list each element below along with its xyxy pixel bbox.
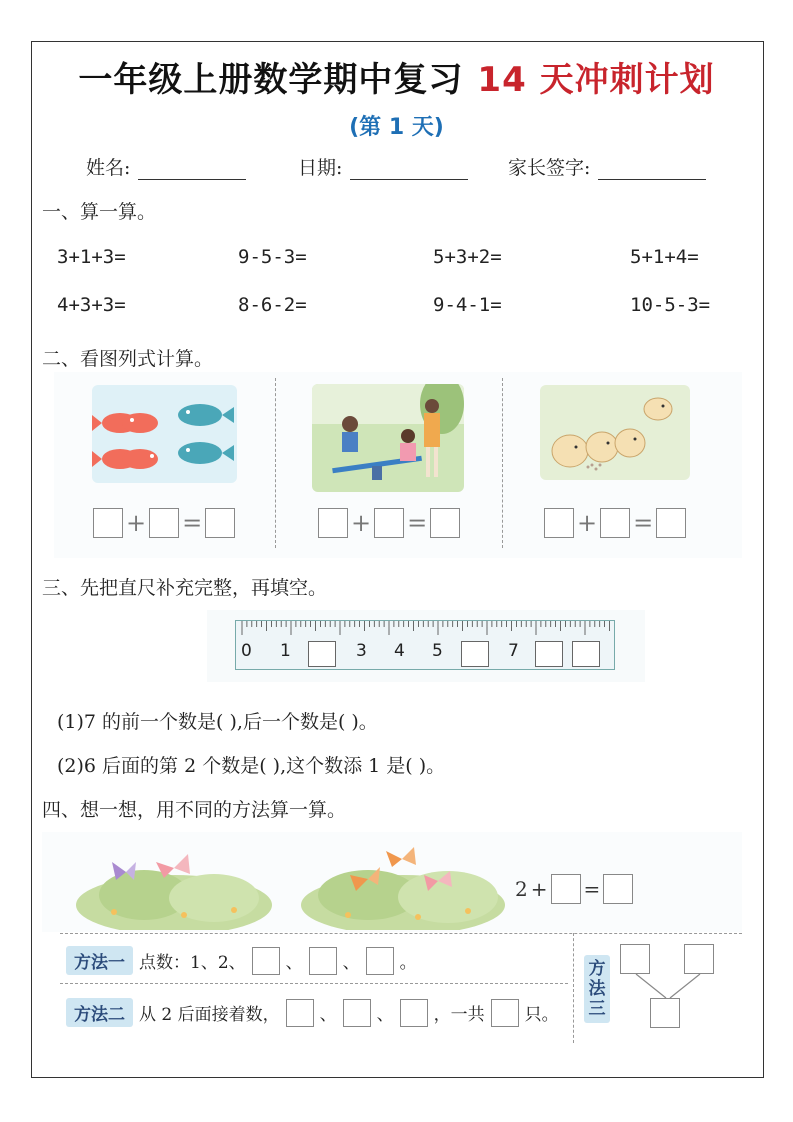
- split-box-total[interactable]: [650, 998, 680, 1028]
- ruler-ticks: [236, 621, 614, 639]
- answer-box[interactable]: [149, 508, 179, 538]
- parent-sign-label: 家长签字:: [508, 157, 591, 179]
- answer-box[interactable]: [656, 508, 686, 538]
- answer-box[interactable]: [286, 999, 314, 1027]
- ruler-label: 4: [394, 641, 405, 661]
- day-subtitle: (第 1 天): [349, 115, 444, 140]
- parent-sign-blank[interactable]: [598, 157, 706, 180]
- answer-box[interactable]: [544, 508, 574, 538]
- ruler-label: 7: [508, 641, 519, 661]
- method-1-row: [66, 946, 417, 975]
- equation: 5+1+4=: [630, 246, 699, 268]
- ruler-blank-box[interactable]: [535, 641, 563, 667]
- method-3-label: 方法三: [584, 955, 610, 1023]
- separator: 、: [342, 953, 360, 973]
- date-blank[interactable]: [350, 157, 468, 180]
- separator: 、: [376, 1005, 394, 1025]
- bush-butterflies-picture: [74, 850, 274, 930]
- period: 。: [399, 953, 417, 973]
- split-box-right[interactable]: [684, 944, 714, 974]
- chicks-icon: [540, 385, 690, 480]
- answer-box[interactable]: [205, 508, 235, 538]
- answer-equation-3: [544, 508, 686, 538]
- method-2-text: 从 2 后面接着数，: [139, 1005, 280, 1025]
- page-title: [0, 52, 793, 101]
- answer-box[interactable]: [318, 508, 348, 538]
- equation: 8-6-2=: [238, 294, 307, 316]
- split-lines: [620, 974, 720, 1000]
- separator: 、: [285, 953, 303, 973]
- answer-box[interactable]: [343, 999, 371, 1027]
- panel-divider: [275, 378, 276, 548]
- ruler-blank-box[interactable]: [461, 641, 489, 667]
- answer-box[interactable]: [252, 947, 280, 975]
- ruler-blank-box[interactable]: [572, 641, 600, 667]
- answer-box[interactable]: [400, 999, 428, 1027]
- equals-sign: =: [583, 877, 601, 901]
- answer-box[interactable]: [603, 874, 633, 904]
- ruler: [235, 620, 615, 670]
- section-1-heading: 一、算一算。: [42, 201, 157, 223]
- separator: 、: [319, 1005, 337, 1025]
- question-1: (1)7 的前一个数是( ),后一个数是( )。: [57, 711, 378, 733]
- equation: 9-5-3=: [238, 246, 307, 268]
- answer-box[interactable]: [551, 874, 581, 904]
- title-main: 一年级上册数学期中复习: [78, 60, 464, 100]
- answer-box[interactable]: [491, 999, 519, 1027]
- equation: 5+3+2=: [433, 246, 502, 268]
- ruler-blank-box[interactable]: [308, 641, 336, 667]
- ruler-label: 5: [432, 641, 443, 661]
- butterfly-icon: [386, 847, 416, 867]
- bush-butterflies-picture: [298, 845, 508, 930]
- plus-sign: +: [530, 877, 548, 901]
- answer-box[interactable]: [600, 508, 630, 538]
- answer-box[interactable]: [430, 508, 460, 538]
- answer-box[interactable]: [93, 508, 123, 538]
- question-2: (2)6 后面的第 2 个数是( ),这个数添 1 是( )。: [57, 755, 446, 777]
- chicks-picture: [540, 385, 690, 480]
- split-box-left[interactable]: [620, 944, 650, 974]
- date-field[interactable]: [298, 153, 468, 180]
- answer-equation-1: [93, 508, 235, 538]
- parent-sign-field[interactable]: [508, 153, 706, 180]
- fish-picture: [92, 385, 237, 483]
- answer-box[interactable]: [366, 947, 394, 975]
- ruler-label: 3: [356, 641, 367, 661]
- equation: 9-4-1=: [433, 294, 502, 316]
- name-blank[interactable]: [138, 157, 246, 180]
- section-2-heading: 二、看图列式计算。: [42, 348, 214, 370]
- name-field[interactable]: [86, 153, 246, 180]
- name-label: 姓名:: [86, 157, 131, 179]
- equation: 10-5-3=: [630, 294, 711, 316]
- answer-box[interactable]: [309, 947, 337, 975]
- equation: 4+3+3=: [57, 294, 126, 316]
- butterfly-equation: [515, 874, 633, 904]
- method-2-label: 方法二: [66, 998, 133, 1027]
- panel-divider: [502, 378, 503, 548]
- answer-equation-2: [318, 508, 460, 538]
- ruler-label: 0: [241, 641, 252, 661]
- title-accent: 14 天冲刺计划: [477, 60, 715, 100]
- date-label: 日期:: [298, 157, 343, 179]
- method-divider: [573, 933, 574, 1043]
- unit-text: 只。: [524, 1005, 559, 1025]
- equals-sign: =: [182, 509, 203, 537]
- method-divider: [60, 983, 568, 984]
- seesaw-picture: [312, 384, 464, 492]
- ruler-numbers: [236, 641, 614, 667]
- total-text: ，一共: [433, 1005, 485, 1025]
- equals-sign: =: [407, 509, 428, 537]
- plus-sign: +: [351, 509, 372, 537]
- method-1-text: 点数：1、2、: [139, 953, 246, 973]
- answer-box[interactable]: [374, 508, 404, 538]
- method-2-row: [66, 998, 559, 1027]
- method-divider: [60, 933, 742, 934]
- eq-start-number: 2: [515, 877, 528, 901]
- section-4-heading: 四、想一想，用不同的方法算一算。: [42, 799, 347, 821]
- section-3-heading: 三、先把直尺补充完整，再填空。: [42, 577, 328, 599]
- fish-icon: [92, 385, 237, 483]
- plus-sign: +: [126, 509, 147, 537]
- plus-sign: +: [577, 509, 598, 537]
- children-seesaw-icon: [312, 384, 464, 492]
- equals-sign: =: [633, 509, 654, 537]
- ruler-label: 1: [280, 641, 291, 661]
- equation: 3+1+3=: [57, 246, 126, 268]
- method-1-label: 方法一: [66, 946, 133, 975]
